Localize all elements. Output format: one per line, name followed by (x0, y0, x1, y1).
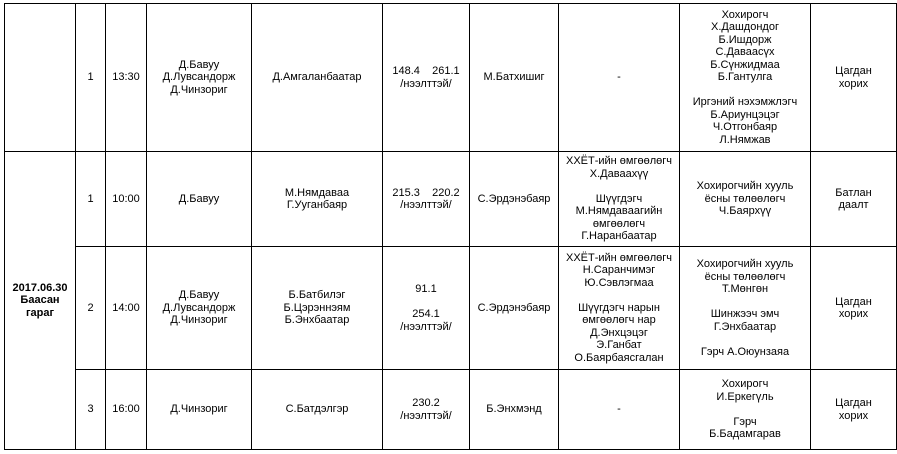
defendant-name: Г.Ууганбаяр (286, 199, 348, 211)
article-numbers (385, 187, 467, 200)
hearing-openness: /нээлттэй/ (400, 409, 452, 422)
room-line: Цагдан (835, 397, 872, 409)
other-line: Хохирогчийн хууль (696, 180, 794, 193)
defendant-name: Б.Батбилэг (288, 289, 346, 302)
line-gap (682, 296, 808, 309)
other-line: Б.Бадамгарав (709, 428, 781, 441)
participant-line: Х.Даваахүү (589, 167, 649, 180)
room-cell (811, 4, 897, 152)
participant-line: өмгөөлөгч (592, 217, 646, 230)
line-gap (385, 296, 467, 309)
room-line: Цагдан (835, 65, 872, 77)
room-line: хорих (838, 409, 869, 422)
judge-name: Д.Чинзориг (170, 314, 228, 327)
article-a: 230.2 (412, 397, 440, 409)
other-line: Шинжээч эмч (710, 308, 780, 320)
room-line: хорих (838, 308, 869, 320)
participants-cell (559, 247, 680, 370)
participant-line: өмгөөлөгч нар (582, 314, 656, 327)
participant-line: ХХЁТ-ийн өмгөөлөгч (565, 251, 673, 264)
others-cell (680, 152, 811, 247)
participant-line: Г.Наранбаатар (581, 230, 657, 243)
secretary-cell: М.Батхишиг (470, 4, 559, 152)
judge-name: Д.Бавуу (178, 289, 220, 302)
other-line: Г.Энхбаатар (713, 320, 777, 333)
participant-line: Н.Саранчимэг (582, 264, 656, 277)
article-cell (383, 4, 470, 152)
other-line: Гэрч А.Оюунзаяа (700, 345, 790, 358)
participants-cell (559, 370, 680, 450)
judges-cell (147, 4, 252, 152)
participant-line: - (617, 403, 621, 416)
room-cell (811, 247, 897, 370)
other-line: Иргэний нэхэмжлэгч (692, 96, 798, 109)
line-gap (561, 289, 677, 302)
case-number: 1 (76, 152, 106, 247)
weekday-line: гараг (25, 306, 55, 319)
secretary-cell: С.Эрдэнэбаяр (470, 247, 559, 370)
article-numbers (385, 65, 467, 78)
hearing-time: 16:00 (106, 370, 147, 450)
other-line: Хохирогч (721, 8, 769, 21)
other-line: ёсны төлөөлөгч (704, 270, 786, 283)
line-gap (682, 403, 808, 416)
other-line: Б.Ишдорж (718, 33, 772, 46)
secretary-cell: С.Эрдэнэбаяр (470, 152, 559, 247)
others-cell (680, 370, 811, 450)
judge-name: Д.Лувсандорж (162, 71, 236, 84)
article-a: 91.1 (415, 283, 437, 295)
defendant-name: Б.Цэрэннэям (283, 301, 351, 314)
room-cell (811, 370, 897, 450)
hearing-time: 10:00 (106, 152, 147, 247)
table-row (5, 4, 897, 152)
participant-line: М.Нямдавaaгийн (575, 205, 663, 218)
hearing-date: 2017.06.30 (12, 281, 68, 294)
line-gap (682, 84, 808, 97)
date-cell (5, 152, 76, 450)
case-number: 1 (76, 4, 106, 152)
hearing-openness: /нээлттэй/ (400, 199, 452, 211)
article-b: 220.2 (432, 186, 460, 199)
participant-line: Ю.Сэвлэгмаа (584, 276, 654, 289)
others-cell (680, 247, 811, 370)
defendant-name: М.Нямдаваа (284, 186, 350, 199)
weekday-line: Баасан (20, 294, 60, 307)
defendant-cell (252, 4, 383, 152)
other-line: Хохирогч (721, 378, 769, 391)
judges-cell (147, 370, 252, 450)
judge-name: Д.Бавуу (178, 58, 220, 71)
case-number: 2 (76, 247, 106, 370)
other-line: Б.Ариунцэцэг (710, 108, 780, 121)
participant-line: - (617, 71, 621, 84)
hearing-time: 14:00 (106, 247, 147, 370)
participants-cell (559, 152, 680, 247)
table-row (5, 370, 897, 450)
secretary-cell: Б.Энхмэнд (470, 370, 559, 450)
participant-line: Шүүгдэгч нарын (578, 301, 660, 314)
defendant-cell (252, 152, 383, 247)
room-line: Батлан (835, 186, 872, 199)
article-b: 261.1 (432, 65, 460, 77)
case-number: 3 (76, 370, 106, 450)
other-line: Л.Нямжав (719, 133, 771, 146)
other-line: Б.Гантулга (717, 71, 773, 84)
other-line: Б.Сүнжидмаа (710, 58, 780, 71)
judge-name: Д.Бавуу (178, 192, 220, 205)
judge-name: Д.Чинзориг (170, 83, 228, 96)
date-cell-empty (5, 4, 76, 152)
hearing-openness: /нээлттэй/ (400, 320, 452, 333)
other-line: Хохирогчийн хууль (696, 258, 794, 270)
hearing-openness: /нээлттэй/ (400, 77, 452, 90)
other-line: Ч.Отгонбаяр (712, 121, 778, 134)
table-row (5, 152, 897, 247)
other-line: ёсны төлөөлөгч (704, 192, 786, 205)
participant-line: Шүүгдэгч (595, 192, 643, 205)
participants-cell (559, 4, 680, 152)
room-line: хорих (838, 77, 869, 90)
judge-name: Д.Чинзориг (170, 403, 228, 416)
defendant-cell (252, 247, 383, 370)
other-line: Ч.Баярхүү (718, 205, 772, 218)
room-cell (811, 152, 897, 247)
article-a: 148.4 (392, 65, 420, 77)
judges-cell (147, 152, 252, 247)
defendant-name: С.Батдэлгэр (285, 403, 349, 416)
other-line: С.Даваасүх (715, 46, 775, 59)
article-cell (383, 152, 470, 247)
line-gap (561, 180, 677, 193)
judge-name: Д.Лувсандорж (162, 301, 236, 314)
hearing-time: 13:30 (106, 4, 147, 152)
other-line: Т.Мөнгөн (721, 283, 769, 295)
defendant-name: Д.Амгаланбаатар (272, 71, 362, 84)
defendant-name: Б.Энхбаатар (284, 314, 350, 327)
article-b: 254.1 (412, 308, 440, 320)
others-cell (680, 4, 811, 152)
other-line: И.Еркегүль (716, 390, 774, 403)
participant-line: Д.Энхцэцэг (590, 326, 648, 339)
other-line: Х.Дашдондог (711, 21, 779, 34)
article-cell (383, 247, 470, 370)
room-line: Цагдан (835, 295, 872, 308)
court-schedule-table (4, 3, 897, 450)
article-cell (383, 370, 470, 450)
line-gap (682, 333, 808, 346)
article-a: 215.3 (392, 186, 420, 199)
defendant-cell (252, 370, 383, 450)
table-row (5, 247, 897, 370)
room-line: даалт (838, 199, 869, 211)
participant-line: О.Баярбаясгалан (574, 351, 664, 364)
participant-line: Э.Ганбат (596, 339, 642, 352)
participant-line: ХХЁТ-ийн өмгөөлөгч (565, 155, 673, 168)
judges-cell (147, 247, 252, 370)
other-line: Гэрч (733, 415, 757, 428)
